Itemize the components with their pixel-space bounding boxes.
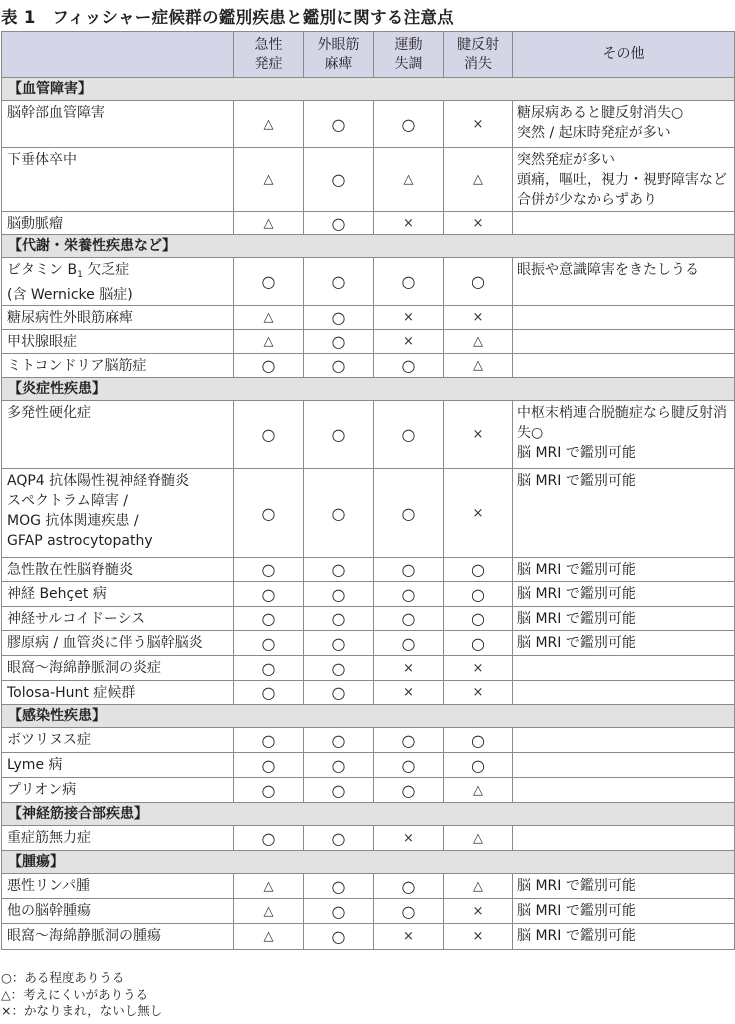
disease-name: AQP4 抗体陽性視神経脊髄炎 スペクトラム障害 / MOG 抗体関連疾患 / GFAP astrocytopathy (2, 469, 234, 558)
disease-name: 他の脳幹腫瘍 (2, 899, 234, 924)
other-notes (513, 354, 735, 378)
other-notes: 脳 MRI で鑑別可能 (513, 631, 735, 656)
mark-cell: ○ (374, 607, 444, 631)
table-row (2, 330, 735, 354)
mark-cell: × (444, 469, 513, 558)
mark-cell: △ (444, 778, 513, 803)
mark-cell: △ (374, 148, 444, 212)
mark-cell: ○ (234, 558, 304, 582)
section-row (2, 851, 735, 874)
section-label: 【炎症性疾患】 (2, 378, 735, 401)
other-notes (513, 778, 735, 803)
mark-cell: ○ (304, 656, 374, 681)
mark-cell: ○ (374, 728, 444, 753)
table-row (2, 582, 735, 607)
mark-cell: ○ (374, 582, 444, 607)
mark-cell: ○ (444, 631, 513, 656)
other-notes (513, 681, 735, 705)
mark-cell: × (444, 681, 513, 705)
other-notes: 脳 MRI で鑑別可能 (513, 582, 735, 607)
mark-cell: × (374, 826, 444, 851)
mark-cell: △ (234, 330, 304, 354)
other-notes (513, 826, 735, 851)
disease-name: 甲状腺眼症 (2, 330, 234, 354)
mark-cell: △ (444, 826, 513, 851)
table-row (2, 101, 735, 148)
mark-cell: ○ (304, 899, 374, 924)
mark-cell: × (444, 101, 513, 148)
disease-name: 糖尿病性外眼筋麻痺 (2, 306, 234, 330)
mark-cell: ○ (304, 631, 374, 656)
mark-cell: ○ (304, 148, 374, 212)
column-header: 腱反射 消失 (444, 32, 513, 78)
table-row (2, 401, 735, 469)
mark-cell: × (374, 656, 444, 681)
disease-name: 神経 Behçet 病 (2, 582, 234, 607)
other-notes: 眼振や意識障害をきたしうる (513, 258, 735, 306)
mark-cell: ○ (304, 607, 374, 631)
mark-cell: ○ (304, 826, 374, 851)
other-notes: 脳 MRI で鑑別可能 (513, 899, 735, 924)
mark-cell: △ (234, 101, 304, 148)
mark-cell: × (374, 212, 444, 235)
mark-cell: ○ (444, 607, 513, 631)
mark-cell: ○ (444, 728, 513, 753)
table-row (2, 631, 735, 656)
mark-cell: ○ (304, 874, 374, 899)
mark-cell: ○ (234, 607, 304, 631)
subscript: 1 (77, 270, 83, 280)
column-header: 運動 失調 (374, 32, 444, 78)
column-header: 外眼筋 麻痺 (304, 32, 374, 78)
other-notes: 脳 MRI で鑑別可能 (513, 874, 735, 899)
mark-cell: ○ (234, 631, 304, 656)
mark-cell: ○ (304, 558, 374, 582)
mark-cell: ○ (234, 469, 304, 558)
legend (1, 970, 162, 1020)
mark-cell: ○ (304, 728, 374, 753)
mark-cell: ○ (374, 631, 444, 656)
section-row (2, 378, 735, 401)
differential-diagnosis-table (1, 31, 735, 950)
mark-cell: ○ (374, 899, 444, 924)
mark-cell: ○ (234, 753, 304, 778)
table-row (2, 778, 735, 803)
header-row (2, 32, 735, 78)
disease-name: 下垂体卒中 (2, 148, 234, 212)
section-label: 【血管障害】 (2, 78, 735, 101)
mark-cell: ○ (234, 778, 304, 803)
mark-cell: ○ (234, 826, 304, 851)
mark-cell: × (444, 306, 513, 330)
mark-cell: ○ (374, 778, 444, 803)
disease-name: ビタミン $B_1$ 欠乏症 (含 Wernicke 脳症) (2, 258, 234, 306)
section-row (2, 235, 735, 258)
disease-name: 眼窩～海綿静脈洞の炎症 (2, 656, 234, 681)
disease-name: Tolosa-Hunt 症候群 (2, 681, 234, 705)
table-row (2, 826, 735, 851)
table-row (2, 354, 735, 378)
disease-name: Lyme 病 (2, 753, 234, 778)
mark-cell: ○ (304, 401, 374, 469)
mark-cell: △ (234, 874, 304, 899)
mark-cell: ○ (374, 258, 444, 306)
mark-cell: △ (234, 924, 304, 950)
mark-cell: ○ (234, 258, 304, 306)
column-header (2, 32, 234, 78)
section-row (2, 803, 735, 826)
mark-cell: △ (234, 899, 304, 924)
mark-cell: ○ (304, 778, 374, 803)
mark-cell: × (444, 401, 513, 469)
disease-name: 眼窩～海綿静脈洞の腫瘍 (2, 924, 234, 950)
mark-cell: × (374, 330, 444, 354)
table-row (2, 212, 735, 235)
mark-cell: ○ (374, 401, 444, 469)
disease-name: 多発性硬化症 (2, 401, 234, 469)
disease-name: 神経サルコイドーシス (2, 607, 234, 631)
mark-cell: × (444, 899, 513, 924)
section-row (2, 705, 735, 728)
mark-cell: ○ (304, 330, 374, 354)
table-row (2, 656, 735, 681)
mark-cell: ○ (234, 354, 304, 378)
disease-name: 脳幹部血管障害 (2, 101, 234, 148)
mark-cell: ○ (234, 656, 304, 681)
other-notes (513, 212, 735, 235)
table-row (2, 607, 735, 631)
disease-name: 急性散在性脳脊髄炎 (2, 558, 234, 582)
section-label: 【腫瘍】 (2, 851, 735, 874)
disease-name: 悪性リンパ腫 (2, 874, 234, 899)
mark-cell: × (444, 924, 513, 950)
other-notes: 糖尿病あると腱反射消失○ 突然 / 起床時発症が多い (513, 101, 735, 148)
mark-cell: △ (234, 212, 304, 235)
mark-cell: ○ (234, 401, 304, 469)
mark-cell: ○ (374, 101, 444, 148)
mark-cell: × (374, 306, 444, 330)
mark-cell: △ (444, 148, 513, 212)
other-notes: 脳 MRI で鑑別可能 (513, 607, 735, 631)
mark-cell: ○ (234, 728, 304, 753)
mark-cell: △ (234, 148, 304, 212)
other-notes (513, 306, 735, 330)
table-title: 表 1 フィッシャー症候群の鑑別疾患と鑑別に関する注意点 (1, 8, 454, 27)
other-notes (513, 753, 735, 778)
mark-cell: × (444, 656, 513, 681)
other-notes: 中枢末梢連合脱髄症なら腱反射消失○ 脳 MRI で鑑別可能 (513, 401, 735, 469)
disease-name: 重症筋無力症 (2, 826, 234, 851)
disease-name: 脳動脈瘤 (2, 212, 234, 235)
disease-name: ミトコンドリア脳筋症 (2, 354, 234, 378)
mark-cell: × (444, 212, 513, 235)
legend-item: △：考えにくいがありうる (1, 986, 149, 1002)
other-notes (513, 656, 735, 681)
table-row (2, 728, 735, 753)
disease-name: ボツリヌス症 (2, 728, 234, 753)
table-row (2, 148, 735, 212)
disease-name: 膠原病 / 血管炎に伴う脳幹脳炎 (2, 631, 234, 656)
mark-cell: ○ (444, 258, 513, 306)
mark-cell: ○ (304, 924, 374, 950)
mark-cell: × (374, 924, 444, 950)
other-notes: 突然発症が多い 頭痛，嘔吐，視力・視野障害など合併が少なからずあり (513, 148, 735, 212)
mark-cell: ○ (304, 582, 374, 607)
mark-cell: ○ (304, 753, 374, 778)
mark-cell: ○ (304, 469, 374, 558)
legend-item: ×：かなりまれ，ないし無し (1, 1003, 163, 1018)
mark-cell: ○ (444, 558, 513, 582)
column-header: 急性 発症 (234, 32, 304, 78)
mark-cell: △ (444, 354, 513, 378)
other-notes: 脳 MRI で鑑別可能 (513, 924, 735, 950)
mark-cell: ○ (374, 354, 444, 378)
mark-cell: ○ (304, 101, 374, 148)
mark-cell: △ (444, 874, 513, 899)
mark-cell: ○ (374, 469, 444, 558)
mark-cell: △ (234, 306, 304, 330)
mark-cell: ○ (444, 753, 513, 778)
other-notes: 脳 MRI で鑑別可能 (513, 469, 735, 558)
mark-cell: ○ (374, 753, 444, 778)
table-row (2, 306, 735, 330)
section-label: 【神経筋接合部疾患】 (2, 803, 735, 826)
mark-cell: ○ (304, 354, 374, 378)
table-row (2, 874, 735, 899)
table-row (2, 558, 735, 582)
table-row (2, 681, 735, 705)
mark-cell: ○ (304, 681, 374, 705)
mark-cell: △ (444, 330, 513, 354)
table-row (2, 924, 735, 950)
mark-cell: ○ (234, 582, 304, 607)
table-row (2, 753, 735, 778)
mark-cell: ○ (234, 681, 304, 705)
mark-cell: ○ (304, 212, 374, 235)
other-notes (513, 330, 735, 354)
mark-cell: ○ (444, 582, 513, 607)
mark-cell: ○ (374, 874, 444, 899)
column-header: その他 (513, 32, 735, 78)
table-row (2, 899, 735, 924)
section-label: 【代謝・栄養性疾患など】 (2, 235, 735, 258)
section-row (2, 78, 735, 101)
legend-item: ○：ある程度ありうる (1, 970, 125, 985)
disease-name: プリオン病 (2, 778, 234, 803)
other-notes (513, 728, 735, 753)
mark-cell: ○ (304, 258, 374, 306)
mark-cell: ○ (304, 306, 374, 330)
table-row (2, 258, 735, 306)
other-notes: 脳 MRI で鑑別可能 (513, 558, 735, 582)
mark-cell: × (374, 681, 444, 705)
mark-cell: ○ (374, 558, 444, 582)
table-row (2, 469, 735, 558)
section-label: 【感染性疾患】 (2, 705, 735, 728)
